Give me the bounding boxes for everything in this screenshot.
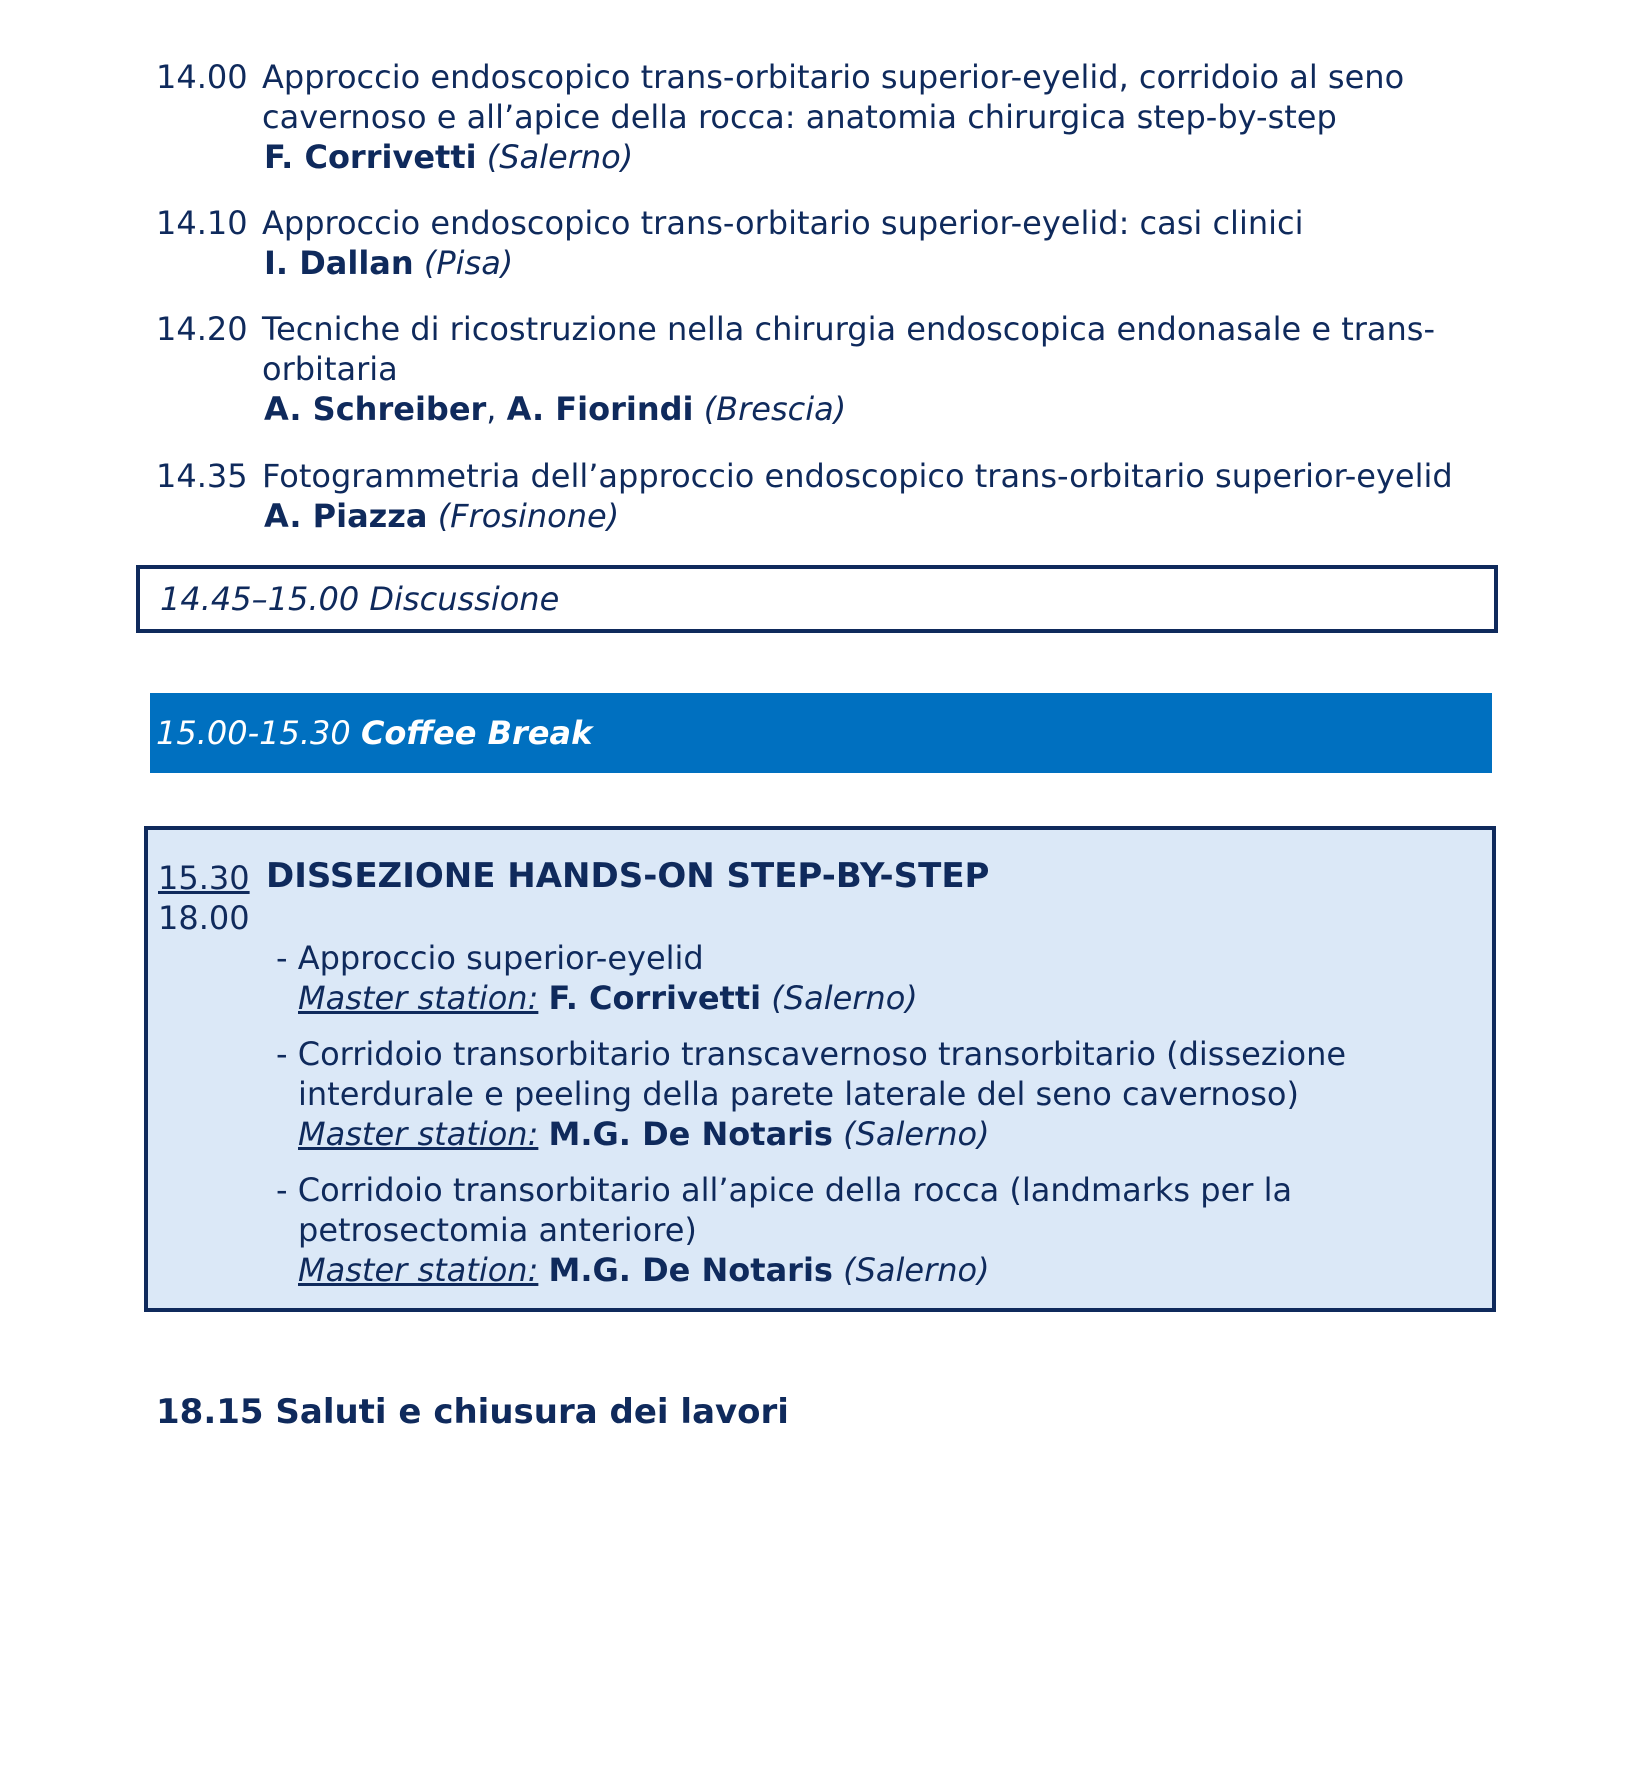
talk-title: Approccio endoscopico trans-orbitario superior-eyelid, corridoio al seno cavernoso e all’apice della rocca: anatomia chirurgica step-by-step xyxy=(262,58,1405,136)
coffee-break-time: 15.00-15.30 xyxy=(156,714,351,752)
hands-on-box xyxy=(144,826,1496,1312)
master-station-label: Master station: xyxy=(298,1115,539,1153)
hands-on-items xyxy=(276,938,1456,1306)
talk-title: Approccio endoscopico trans-orbitario superior-eyelid: casi clinici xyxy=(262,204,1304,242)
hands-on-end-time: 18.00 xyxy=(158,899,250,937)
hands-on-item-text: - Approccio superior-eyelid xyxy=(276,939,704,977)
closing-line: 18.15 Saluti e chiusura dei lavori xyxy=(156,1392,789,1432)
talk-item xyxy=(156,57,1496,177)
talk-speakers xyxy=(264,389,1496,429)
talk-item xyxy=(156,203,1496,283)
master-station-city: (Salerno) xyxy=(771,979,918,1017)
master-station-name: F. Corrivetti xyxy=(548,979,762,1017)
master-station xyxy=(276,1114,1456,1154)
speaker-name: A. Piazza xyxy=(264,497,428,535)
talk-item xyxy=(156,456,1496,536)
speaker-city: (Brescia) xyxy=(703,390,847,428)
hands-on-start-time: 15.30 xyxy=(158,859,250,897)
master-station-name: M.G. De Notaris xyxy=(548,1115,833,1153)
speaker-name: I. Dallan xyxy=(264,244,414,282)
master-station-name: M.G. De Notaris xyxy=(548,1251,833,1289)
discussion-box xyxy=(136,565,1498,633)
speaker-city: (Salerno) xyxy=(486,138,634,176)
talk-title: Tecniche di ricostruzione nella chirurgia endoscopica endonasale e trans-orbitaria xyxy=(262,310,1435,388)
hands-on-item xyxy=(276,1034,1456,1154)
speaker-city: (Pisa) xyxy=(423,244,514,282)
talk-speakers xyxy=(264,137,1496,177)
talk-speakers xyxy=(264,243,1496,283)
master-station-city: (Salerno) xyxy=(843,1115,990,1153)
hands-on-heading: DISSEZIONE HANDS-ON STEP-BY-STEP xyxy=(266,856,990,896)
speaker-name: A. Schreiber xyxy=(264,390,487,428)
talk-time: 14.20 xyxy=(156,310,248,348)
talk-time: 14.35 xyxy=(156,457,248,495)
speaker-name: F. Corrivetti xyxy=(264,138,477,176)
hands-on-item xyxy=(276,938,1456,1018)
hands-on-times xyxy=(158,858,250,938)
speaker-city: (Frosinone) xyxy=(437,497,620,535)
talk-time: 14.00 xyxy=(156,58,248,96)
speaker-separator: , xyxy=(486,390,507,428)
talk-speakers xyxy=(264,496,1496,536)
coffee-break-banner xyxy=(150,693,1492,773)
master-station xyxy=(276,1250,1456,1290)
talk-item xyxy=(156,309,1496,429)
hands-on-item-text: - Corridoio transorbitario all’apice della rocca (landmarks per la petrosectomia anteriore) xyxy=(276,1171,1293,1249)
hands-on-item xyxy=(276,1170,1456,1290)
hands-on-item-text: - Corridoio transorbitario transcavernoso transorbitario (dissezione interdurale e peeling della parete laterale del seno cavernoso) xyxy=(276,1035,1347,1113)
master-station xyxy=(276,978,1456,1018)
master-station-city: (Salerno) xyxy=(843,1251,990,1289)
talk-title: Fotogrammetria dell’approccio endoscopico trans-orbitario superior-eyelid xyxy=(262,457,1453,495)
master-station-label: Master station: xyxy=(298,1251,539,1289)
coffee-break-label: Coffee Break xyxy=(360,714,593,752)
speaker-name: A. Fiorindi xyxy=(506,390,694,428)
master-station-label: Master station: xyxy=(298,979,539,1017)
talk-time: 14.10 xyxy=(156,204,248,242)
discussion-label: 14.45–15.00 Discussione xyxy=(160,580,560,618)
